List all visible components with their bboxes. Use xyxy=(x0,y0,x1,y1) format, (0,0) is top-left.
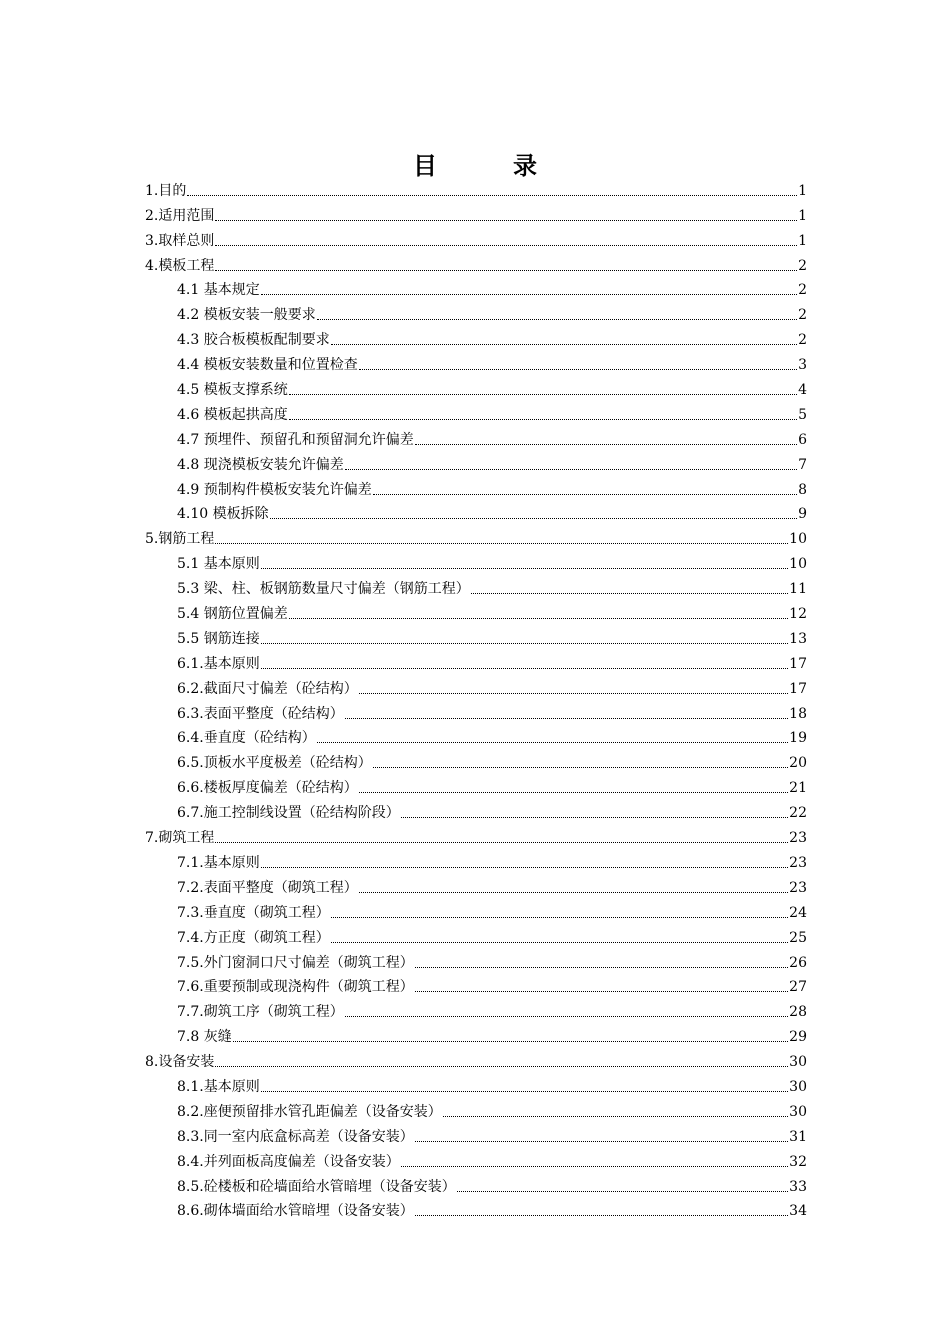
toc-entry-label: 8.6.砌体墙面给水管暗埋（设备安装） xyxy=(177,1203,414,1220)
toc-page-number: 30 xyxy=(789,1103,807,1120)
toc-page-number: 1 xyxy=(798,207,807,224)
toc-page-number: 22 xyxy=(789,805,807,822)
table-of-contents xyxy=(145,176,807,1221)
toc-entry[interactable] xyxy=(145,475,807,500)
toc-page-number: 4 xyxy=(798,382,807,399)
toc-page-number: 21 xyxy=(789,780,807,797)
toc-dot-leader xyxy=(359,693,788,694)
toc-entry[interactable] xyxy=(145,500,807,525)
toc-page-number: 7 xyxy=(798,456,807,473)
toc-dot-leader xyxy=(261,643,788,644)
toc-entry-label: 7.砌筑工程 xyxy=(145,830,215,847)
toc-page-number: 2 xyxy=(798,257,807,274)
toc-page-number: 12 xyxy=(789,606,807,623)
toc-page-number: 27 xyxy=(789,979,807,996)
toc-entry[interactable] xyxy=(145,201,807,226)
toc-entry-label: 5.3 梁、柱、板钢筋数量尺寸偏差（钢筋工程） xyxy=(177,581,470,598)
toc-page-number: 32 xyxy=(789,1153,807,1170)
toc-page-number: 5 xyxy=(798,406,807,423)
toc-dot-leader xyxy=(215,1066,788,1067)
toc-dot-leader xyxy=(415,1141,788,1142)
toc-dot-leader xyxy=(215,220,797,221)
toc-entry[interactable] xyxy=(145,848,807,873)
toc-dot-leader xyxy=(331,917,788,918)
toc-dot-leader xyxy=(331,942,788,943)
toc-entry-label: 7.4.方正度（砌筑工程） xyxy=(177,929,330,946)
toc-entry-label: 5.5 钢筋连接 xyxy=(177,630,260,647)
toc-entry-label: 5.4 钢筋位置偏差 xyxy=(177,606,288,623)
toc-entry[interactable] xyxy=(145,251,807,276)
toc-entry[interactable] xyxy=(145,1022,807,1047)
toc-page-number: 17 xyxy=(789,655,807,672)
toc-entry-label: 4.5 模板支撑系统 xyxy=(177,382,288,399)
toc-entry-label: 4.4 模板安装数量和位置检查 xyxy=(177,357,358,374)
toc-page-number: 2 xyxy=(798,332,807,349)
page-title: 目 录 xyxy=(413,151,563,181)
toc-page-number: 17 xyxy=(789,680,807,697)
toc-entry-label: 4.6 模板起拱高度 xyxy=(177,406,288,423)
toc-page-number: 2 xyxy=(798,307,807,324)
toc-entry-label: 3.取样总则 xyxy=(145,232,215,249)
toc-entry-label: 8.设备安装 xyxy=(145,1054,215,1071)
toc-page-number: 30 xyxy=(789,1054,807,1071)
toc-entry[interactable] xyxy=(145,1097,807,1122)
toc-entry-label: 8.3.同一室内底盒标高差（设备安装） xyxy=(177,1128,414,1145)
toc-entry[interactable] xyxy=(145,873,807,898)
toc-entry-label: 5.钢筋工程 xyxy=(145,531,215,548)
toc-dot-leader xyxy=(289,419,797,420)
toc-entry-label: 6.5.顶板水平度极差（砼结构） xyxy=(177,755,372,772)
toc-entry-label: 7.8 灰缝 xyxy=(177,1029,232,1046)
toc-entry[interactable] xyxy=(145,350,807,375)
toc-page-number: 1 xyxy=(798,232,807,249)
toc-page-number: 2 xyxy=(798,282,807,299)
toc-dot-leader xyxy=(215,543,788,544)
toc-dot-leader xyxy=(359,792,788,793)
toc-dot-leader xyxy=(215,245,797,246)
toc-page-number: 23 xyxy=(789,879,807,896)
toc-entry[interactable] xyxy=(145,425,807,450)
toc-dot-leader xyxy=(187,195,797,196)
toc-dot-leader xyxy=(261,867,788,868)
toc-entry-label: 6.1.基本原则 xyxy=(177,655,260,672)
toc-entry[interactable] xyxy=(145,773,807,798)
toc-dot-leader xyxy=(261,668,788,669)
toc-dot-leader xyxy=(289,394,797,395)
toc-dot-leader xyxy=(261,568,788,569)
toc-page-number: 23 xyxy=(789,830,807,847)
toc-entry-label: 4.2 模板安装一般要求 xyxy=(177,307,316,324)
toc-dot-leader xyxy=(270,518,797,519)
toc-dot-leader xyxy=(261,294,797,295)
toc-entry-label: 6.2.截面尺寸偏差（砼结构） xyxy=(177,680,358,697)
toc-entry[interactable] xyxy=(145,898,807,923)
toc-dot-leader xyxy=(415,967,788,968)
toc-entry-label: 6.7.施工控制线设置（砼结构阶段） xyxy=(177,805,400,822)
toc-entry[interactable] xyxy=(145,574,807,599)
toc-dot-leader xyxy=(415,991,788,992)
toc-page-number: 18 xyxy=(789,705,807,722)
toc-dot-leader xyxy=(373,494,797,495)
toc-entry[interactable] xyxy=(145,948,807,973)
toc-dot-leader xyxy=(289,618,788,619)
toc-entry-label: 7.1.基本原则 xyxy=(177,854,260,871)
toc-dot-leader xyxy=(317,742,788,743)
toc-dot-leader xyxy=(331,344,797,345)
toc-page-number: 9 xyxy=(798,506,807,523)
toc-dot-leader xyxy=(401,817,788,818)
toc-dot-leader xyxy=(471,593,788,594)
toc-page-number: 30 xyxy=(789,1078,807,1095)
toc-entry[interactable] xyxy=(145,624,807,649)
toc-entry[interactable] xyxy=(145,724,807,749)
toc-entry[interactable] xyxy=(145,674,807,699)
toc-page-number: 24 xyxy=(789,904,807,921)
toc-page-number: 25 xyxy=(789,929,807,946)
toc-entry-label: 7.7.砌筑工序（砌筑工程） xyxy=(177,1004,344,1021)
toc-entry-label: 4.10 模板拆除 xyxy=(177,506,269,523)
toc-page-number: 34 xyxy=(789,1203,807,1220)
toc-entry[interactable] xyxy=(145,1047,807,1072)
toc-page-number: 23 xyxy=(789,854,807,871)
toc-entry[interactable] xyxy=(145,276,807,301)
toc-page-number: 13 xyxy=(789,630,807,647)
toc-entry-label: 1.目的 xyxy=(145,182,187,199)
toc-entry-label: 7.5.外门窗洞口尺寸偏差（砌筑工程） xyxy=(177,954,414,971)
toc-page-number: 8 xyxy=(798,481,807,498)
toc-entry-label: 6.4.垂直度（砼结构） xyxy=(177,730,316,747)
toc-entry[interactable] xyxy=(145,599,807,624)
toc-dot-leader xyxy=(457,1191,788,1192)
toc-entry[interactable] xyxy=(145,176,807,201)
toc-entry-label: 6.3.表面平整度（砼结构） xyxy=(177,705,344,722)
toc-entry-label: 4.8 现浇模板安装允许偏差 xyxy=(177,456,344,473)
toc-entry[interactable] xyxy=(145,1122,807,1147)
toc-entry[interactable] xyxy=(145,997,807,1022)
toc-dot-leader xyxy=(359,369,797,370)
toc-dot-leader xyxy=(373,767,788,768)
toc-page-number: 19 xyxy=(789,730,807,747)
toc-entry-label: 2.适用范围 xyxy=(145,207,215,224)
toc-page-number: 3 xyxy=(798,357,807,374)
toc-entry-label: 4.7 预埋件、预留孔和预留洞允许偏差 xyxy=(177,431,414,448)
toc-entry[interactable] xyxy=(145,300,807,325)
toc-entry[interactable] xyxy=(145,325,807,350)
toc-entry[interactable] xyxy=(145,226,807,251)
toc-page-number: 20 xyxy=(789,755,807,772)
toc-page-number: 11 xyxy=(789,581,807,598)
toc-page-number: 6 xyxy=(798,431,807,448)
toc-entry[interactable] xyxy=(145,1197,807,1222)
toc-dot-leader xyxy=(401,1166,788,1167)
toc-entry-label: 7.6.重要预制或现浇构件（砌筑工程） xyxy=(177,979,414,996)
toc-entry-label: 6.6.楼板厚度偏差（砼结构） xyxy=(177,780,358,797)
toc-entry-label: 8.1.基本原则 xyxy=(177,1078,260,1095)
toc-entry-label: 8.4.并列面板高度偏差（设备安装） xyxy=(177,1153,400,1170)
toc-dot-leader xyxy=(317,319,797,320)
toc-entry[interactable] xyxy=(145,973,807,998)
toc-entry-label: 7.2.表面平整度（砌筑工程） xyxy=(177,879,358,896)
toc-entry-label: 4.1 基本规定 xyxy=(177,282,260,299)
toc-dot-leader xyxy=(345,1016,788,1017)
toc-entry[interactable] xyxy=(145,649,807,674)
toc-entry[interactable] xyxy=(145,823,807,848)
toc-dot-leader xyxy=(215,270,797,271)
toc-dot-leader xyxy=(415,1215,788,1216)
toc-dot-leader xyxy=(261,1091,788,1092)
toc-entry[interactable] xyxy=(145,524,807,549)
toc-entry[interactable] xyxy=(145,1147,807,1172)
toc-entry-label: 4.3 胶合板模板配制要求 xyxy=(177,332,330,349)
toc-dot-leader xyxy=(345,469,797,470)
toc-page-number: 26 xyxy=(789,954,807,971)
toc-entry[interactable] xyxy=(145,549,807,574)
toc-page-number: 1 xyxy=(798,182,807,199)
toc-dot-leader xyxy=(415,444,797,445)
toc-entry-label: 5.1 基本原则 xyxy=(177,556,260,573)
toc-entry[interactable] xyxy=(145,400,807,425)
toc-page-number: 28 xyxy=(789,1004,807,1021)
toc-entry[interactable] xyxy=(145,1072,807,1097)
toc-dot-leader xyxy=(345,718,788,719)
toc-entry-label: 8.2.座便预留排水管孔距偏差（设备安装） xyxy=(177,1103,442,1120)
toc-entry[interactable] xyxy=(145,748,807,773)
toc-entry[interactable] xyxy=(145,798,807,823)
toc-entry[interactable] xyxy=(145,923,807,948)
toc-entry[interactable] xyxy=(145,1172,807,1197)
toc-entry[interactable] xyxy=(145,375,807,400)
toc-dot-leader xyxy=(233,1041,788,1042)
toc-dot-leader xyxy=(359,892,788,893)
toc-entry[interactable] xyxy=(145,699,807,724)
toc-dot-leader xyxy=(215,842,788,843)
toc-page-number: 29 xyxy=(789,1029,807,1046)
toc-entry-label: 7.3.垂直度（砌筑工程） xyxy=(177,904,330,921)
toc-page-number: 33 xyxy=(789,1178,807,1195)
toc-entry-label: 4.9 预制构件模板安装允许偏差 xyxy=(177,481,372,498)
toc-entry-label: 8.5.砼楼板和砼墙面给水管暗埋（设备安装） xyxy=(177,1178,456,1195)
toc-entry[interactable] xyxy=(145,450,807,475)
toc-dot-leader xyxy=(443,1116,788,1117)
toc-page-number: 10 xyxy=(789,531,807,548)
toc-entry-label: 4.模板工程 xyxy=(145,257,215,274)
toc-page-number: 31 xyxy=(789,1128,807,1145)
toc-page-number: 10 xyxy=(789,556,807,573)
